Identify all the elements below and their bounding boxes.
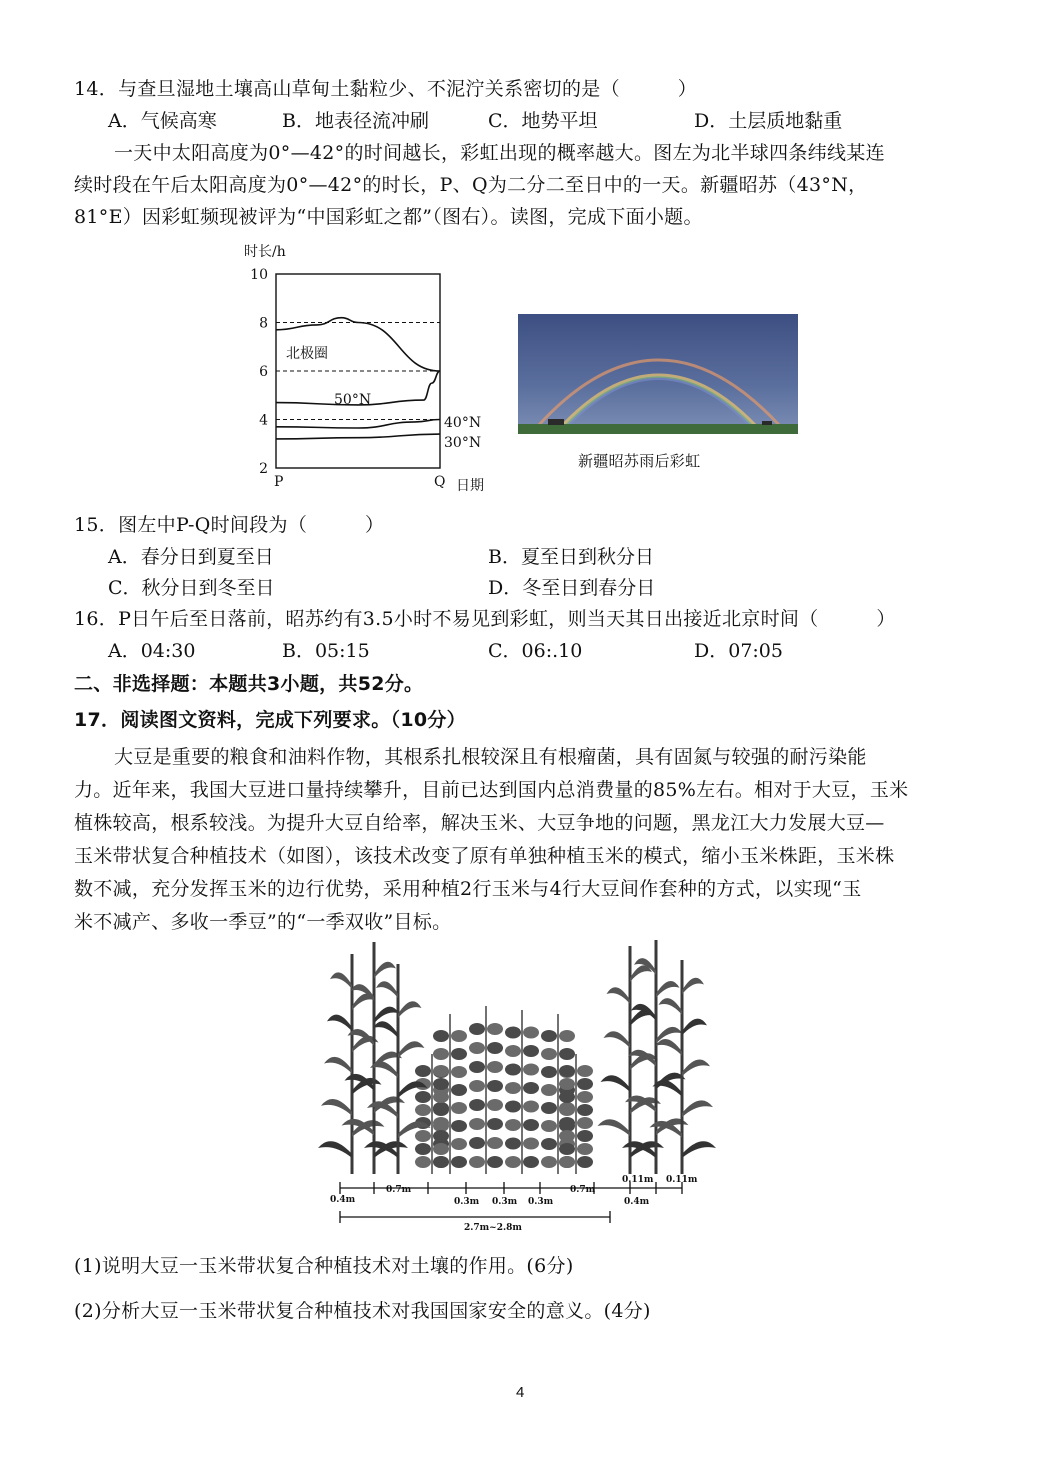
- chart-xlabel: 日期: [456, 478, 484, 494]
- intro-line-2: 续时段在午后太阳高度为0°—42°的时长，P、Q为二分二至日中的一天。新疆昭苏（43°N，: [74, 174, 868, 196]
- q17-para-5: 数不减，充分发挥玉米的边行优势，采用种植2行玉米与4行大豆间作套种的方式，以实现“玉: [74, 878, 862, 900]
- q17-sub-question-2: (2)分析大豆一玉米带状复合种植技术对我国国家安全的意义。(4分): [74, 1300, 651, 1322]
- dim-label-total: 2.7m~2.8m: [464, 1223, 522, 1233]
- soybean-plant: [469, 1006, 503, 1174]
- q16-option-c: C．06:.10: [488, 640, 583, 662]
- q14-option-a: A．气候高寒: [108, 110, 217, 132]
- series-line-0: [276, 318, 440, 371]
- intro-line-3: 81°E）因彩虹频现被评为“中国彩虹之都”（图右）。读图，完成下面小题。: [74, 206, 703, 228]
- y-tick-8: 8: [259, 315, 268, 332]
- q17-para-4: 玉米带状复合种植技术（如图），该技术改变了原有单独种植玉米的模式，缩小玉米株距，玉米株: [74, 845, 895, 867]
- q17-para-3: 植株较高，根系较浅。为提升大豆自给率，解决玉米、大豆争地的问题，黑龙江大力发展大豆—: [74, 812, 885, 834]
- dim-label-0-3m-3: 0.3m: [528, 1197, 554, 1207]
- y-tick-6: 6: [259, 364, 268, 380]
- series-line-3: [276, 434, 440, 439]
- q15-option-a: A．春分日到夏至日: [108, 546, 274, 568]
- page-number: 4: [516, 1384, 525, 1401]
- q16-option-b: B．05:15: [282, 640, 370, 662]
- dim-label-0-4m-right: 0.4m: [624, 1197, 650, 1207]
- daylight-duration-chart: [230, 236, 510, 498]
- series-line-2: [276, 420, 440, 428]
- q16-option-a: A．04:30: [108, 640, 196, 662]
- q14-option-c: C．地势平坦: [488, 110, 598, 132]
- y-tick-2: 2: [259, 461, 268, 477]
- soybean-plant: [559, 1054, 593, 1174]
- q15-option-d: D．冬至日到春分日: [488, 577, 656, 599]
- section-2-heading: 二、非选择题：本题共3小题，共52分。: [74, 673, 424, 695]
- intro-line-1: 一天中太阳高度为0°—42°的时间越长，彩虹出现的概率越大。图左为北半球四条纬线某连: [114, 142, 885, 164]
- photo-caption: 新疆昭苏雨后彩虹: [578, 452, 701, 470]
- q16-stem: 16．P日午后至日落前，昭苏约有3.5小时不易见到彩虹，则当天其日出接近北京时间（ ）: [74, 608, 896, 630]
- rainbow-photo: [518, 314, 798, 434]
- dim-label-0-11m-1: 0.11m: [622, 1175, 654, 1185]
- dim-label-0-3m-1: 0.3m: [454, 1197, 480, 1207]
- series-label-50n: 50°N: [334, 392, 372, 408]
- q15-option-c: C．秋分日到冬至日: [108, 577, 275, 599]
- series-label-arctic-circle: 北极圈: [286, 346, 328, 362]
- soybean-plant: [415, 1054, 449, 1174]
- chart-ylabel: 时长/h: [244, 244, 286, 260]
- y-tick-4: 4: [259, 412, 268, 429]
- q17-para-2: 力。近年来，我国大豆进口量持续攀升，目前已达到国内总消费量的85%左右。相对于大豆，玉米: [74, 779, 909, 801]
- q16-option-d: D．07:05: [694, 640, 783, 662]
- dim-label-0-7m-right: 0.7m: [570, 1185, 596, 1195]
- y-tick-10: 10: [250, 267, 268, 283]
- series-label-40n: 40°N: [444, 415, 482, 431]
- soybean-plant: [505, 1010, 539, 1174]
- dim-label-0-11m-2: 0.11m: [666, 1175, 698, 1185]
- q15-option-b: B．夏至日到秋分日: [488, 546, 654, 568]
- q14-stem: 14．与查旦湿地土壤高山草甸土黏粒少、不泥泞关系密切的是（ ）: [74, 78, 698, 100]
- q17-sub-question-1: (1)说明大豆一玉米带状复合种植技术对土壤的作用。(6分): [74, 1255, 574, 1277]
- q17-stem: 17．阅读图文资料，完成下列要求。（10分）: [74, 709, 466, 731]
- q17-para-6: 米不减产、多收一季豆”的“一季双收”目标。: [74, 911, 452, 933]
- x-tick-q: Q: [434, 474, 446, 490]
- dim-label-0-3m-2: 0.3m: [492, 1197, 518, 1207]
- q14-option-b: B．地表径流冲刷: [282, 110, 429, 132]
- soybean-corn-strip-diagram: [300, 940, 740, 1236]
- q15-stem: 15．图左中P-Q时间段为（ ）: [74, 514, 385, 536]
- series-label-30n: 30°N: [444, 435, 482, 451]
- dim-label-0-7m-left: 0.7m: [386, 1185, 412, 1195]
- x-tick-p: P: [274, 474, 284, 490]
- q17-para-1: 大豆是重要的粮食和油料作物，其根系扎根较深且有根瘤菌，具有固氮与较强的耐污染能: [114, 746, 867, 768]
- q14-option-d: D．土层质地黏重: [694, 110, 843, 132]
- dim-label-0-4m-left: 0.4m: [330, 1195, 356, 1205]
